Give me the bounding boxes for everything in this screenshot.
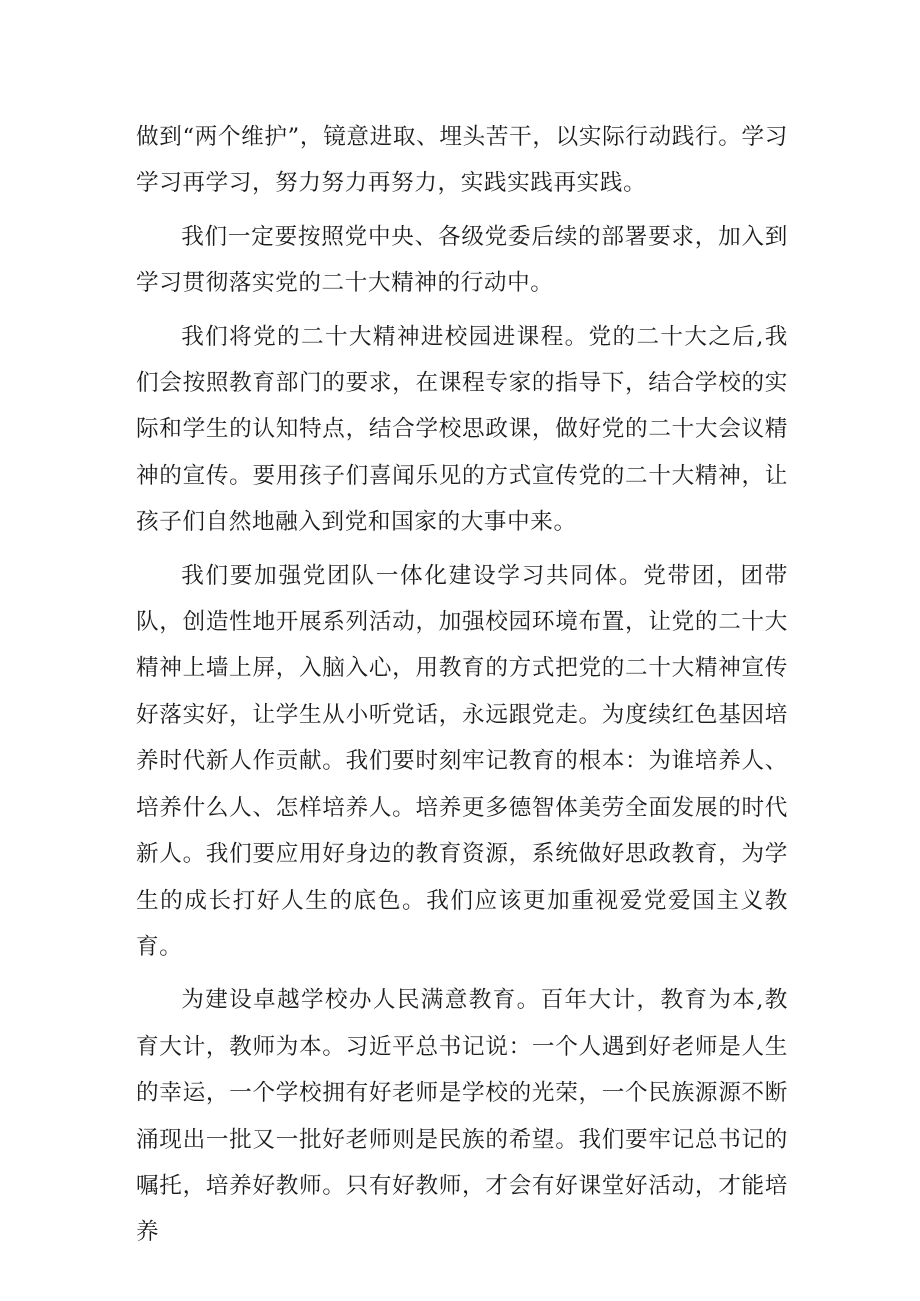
paragraph-4: 我们要加强党团队一体化建设学习共同体。党带团，团带队，创造性地开展系列活动，加强校园环境布置，让党的二十大精神上墙上屏，入脑入心，用教育的方式把党的二十大精神宣传好落实好，让学生从小听党话，永远跟党走。为度续红色基因培养时代新人作贡献。我们要时刻牢记教育的根本：为谁培养人、培养什么人、怎样培养人。培养更多德智体美劳全面发展的时代新人。我们要应用好身边的教育资源，系统做好思政教育，为学生的成长打好人生的底色。我们应该更加重视爱党爱国主义教育。: [136, 562, 788, 960]
paragraph-3: 我们将党的二十大精神进校园进课程。党的二十大之后,我们会按照教育部门的要求，在课程专家的指导下，结合学校的实际和学生的认知特点，结合学校思政课，做好党的二十大会议精神的宣传。要用孩子们喜闻乐见的方式宣传党的二十大精神，让孩子们自然地融入到党和国家的大事中来。: [136, 323, 788, 536]
paragraph-2: 我们一定要按照党中央、各级党委后续的部署要求，加入到学习贯彻落实党的二十大精神的行动中。: [136, 223, 788, 297]
paragraph-5: 为建设卓越学校办人民满意教育。百年大计，教育为本,教育大计，教师为本。习近平总书记说：一个人遇到好老师是人生的幸运，一个学校拥有好老师是学校的光荣，一个民族源源不断涌现出一批又一批好老师则是民族的希望。我们要牢记总书记的嘱托，培养好教师。只有好教师，才会有好课堂好活动，才能培养: [136, 987, 788, 1246]
document-body: [136, 114, 788, 1263]
paragraph-1: 做到“两个维护”，镜意进取、埋头苦干，以实际行动践行。学习学习再学习，努力努力再努力，实践实践再实践。: [136, 124, 788, 197]
